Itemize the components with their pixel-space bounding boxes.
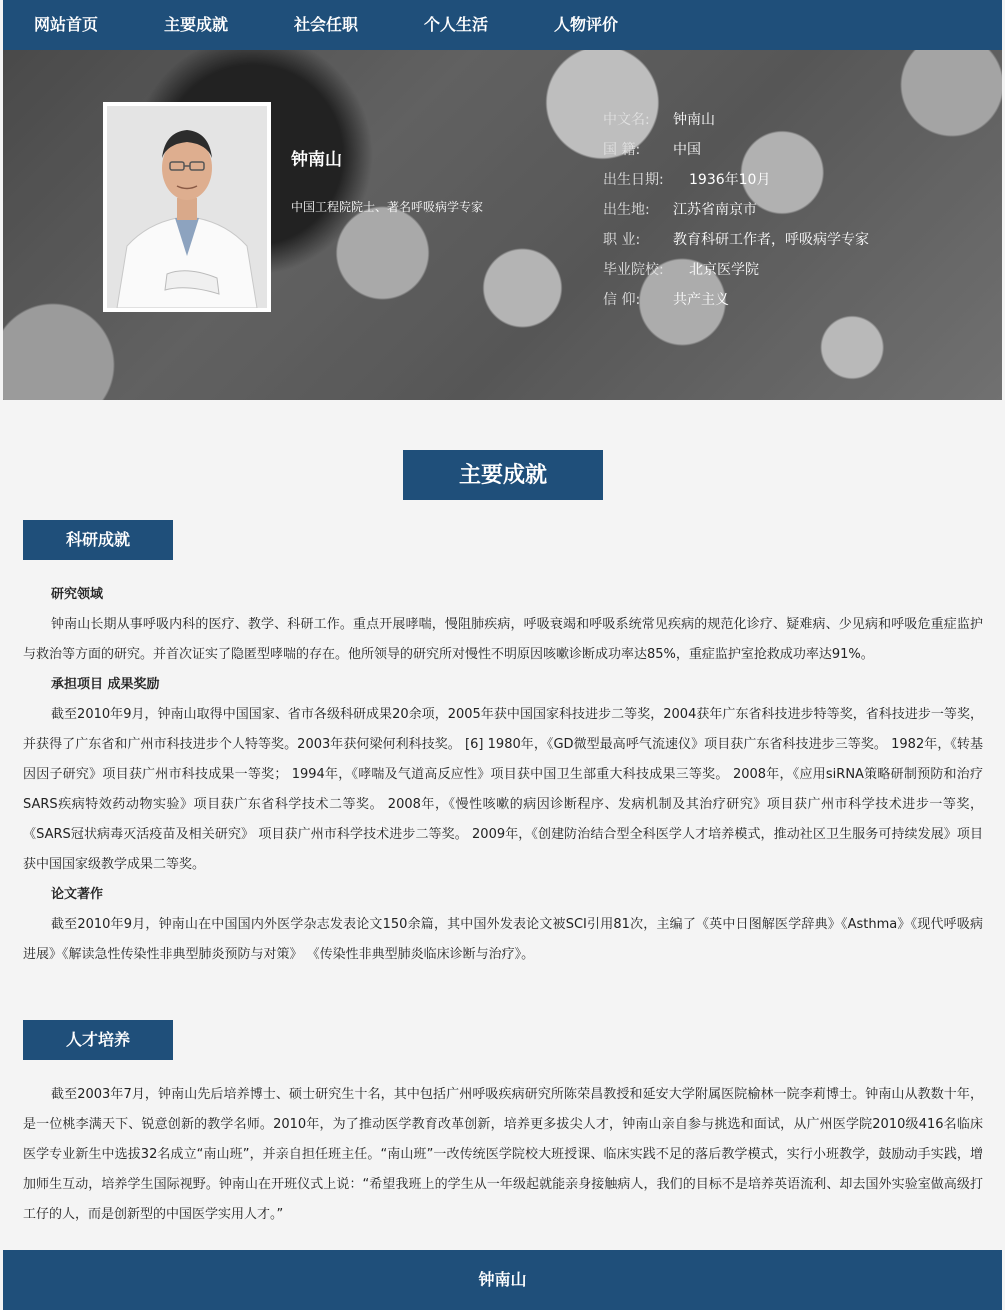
talent-section-heading: 人才培养 [23,1020,173,1060]
info-label: 出生日期: [603,172,664,188]
hero-name: 钟南山 [291,150,342,170]
research-field-title: 研究领域 [51,587,104,602]
info-label: 出生地: [603,202,650,218]
info-value: 北京医学院 [689,262,759,278]
papers-title: 论文著作 [51,887,104,902]
footer: 钟南山 [3,1250,1002,1310]
research-field-text: 钟南山长期从事呼吸内科的医疗、教学、科研工作。重点开展哮喘，慢阻肺疾病，呼吸衰竭和呼吸系统常见疾病的规范化诊疗、疑难病、少见病和呼吸危重症监护与救治等方面的研究。并首次证实了隐匿型哮喘的存在。他所领导的研究所对慢性不明原因咳嗽诊断成功率达85%，重症监护室抢救成功率达91%。 [23,617,983,662]
papers-text: 截至2010年9月，钟南山在中国国内外医学杂志发表论文150余篇，其中国外发表论文被SCI引用81次，主编了《英中日图解医学辞典》《Asthma》《现代呼吸病进展》《解读急性传染性非典型肺炎预防与对策》 《传染性非典型肺炎临床诊断与治疗》。 [23,917,983,962]
projects-title: 承担项目 成果奖励 [51,677,160,692]
portrait-photo [103,102,271,312]
info-value: 中国 [673,142,701,158]
info-label: 国 籍: [603,142,641,158]
research-content [23,580,983,970]
info-label: 职 业: [603,232,641,248]
nav-item-evaluation[interactable]: 人物评价 [554,15,619,34]
hero-title: 中国工程院院士、著名呼吸病学专家 [291,200,484,214]
hero-banner [3,50,1002,400]
nav-item-personal-life[interactable]: 个人生活 [424,15,489,34]
info-label: 信 仰: [603,292,641,308]
main-section-heading: 主要成就 [403,450,603,500]
projects-text: 截至2010年9月，钟南山取得中国国家、省市各级科研成果20余项，2005年获中国国家科技进步二等奖，2004获年广东省科技进步特等奖，省科技进步一等奖，并获得了广东省和广州市科技进步个人特等奖。2003年获何梁何利科技奖。 [6] 1980年，《GD微型最高呼气流速仪》项目获广东省科技进步三等奖。 1982年，《转基因因子研究》项目获广州市科技成果一等奖； 1994年，《哮喘及气道高反应性》项目获中国卫生部重大科技成果三等奖。 2008年，《应用siRNA策略研制预防和治疗SARS疾病特效药动物实验》项目获广东省科学技术二等奖。 2008年，《慢性咳嗽的病因诊断程序、发病机制及其治疗研究》项目获广州市科学技术进步一等奖，《SARS冠状病毒灭活疫苗及相关研究》 项目获广州市科学技术进步二等奖。 2009年，《创建防治结合型全科医学人才培养模式，推动社区卫生服务可持续发展》项目获中国国家级教学成果二等奖。 [23,707,983,872]
info-value: 1936年10月 [689,172,771,188]
info-label: 中文名: [603,112,650,128]
nav-item-home[interactable]: 网站首页 [34,15,99,34]
talent-content [23,1080,983,1230]
nav-item-achievements[interactable]: 主要成就 [164,15,229,34]
info-label: 毕业院校: [603,262,664,278]
nav-item-social-positions[interactable]: 社会任职 [294,15,359,34]
info-value: 钟南山 [673,112,715,128]
talent-text: 截至2003年7月，钟南山先后培养博士、硕士研究生十名，其中包括广州呼吸疾病研究所陈荣昌教授和延安大学附属医院榆林一院李莉博士。钟南山从教数十年，是一位桃李满天下、锐意创新的教学名师。2010年，为了推动医学教育改革创新，培养更多拔尖人才，钟南山亲自参与挑选和面试，从广州医学院2010级416名临床医学专业新生中选拔32名成立“南山班”，并亲自担任班主任。“南山班”一改传统医学院校大班授课、临床实践不足的落后教学模式，实行小班教学，鼓励动手实践，增加师生互动，培养学生国际视野。钟南山在开班仪式上说：“希望我班上的学生从一年级起就能亲身接触病人，我们的目标不是培养英语流利、却去国外实验室做高级打工仔的人，而是创新型的中国医学实用人才。” [23,1087,983,1222]
top-nav [3,0,1002,50]
portrait-illustration [107,106,267,308]
info-value: 共产主义 [673,292,729,308]
info-value: 教育科研工作者，呼吸病学专家 [673,232,869,248]
info-value: 江苏省南京市 [673,202,757,218]
research-section-heading: 科研成就 [23,520,173,560]
